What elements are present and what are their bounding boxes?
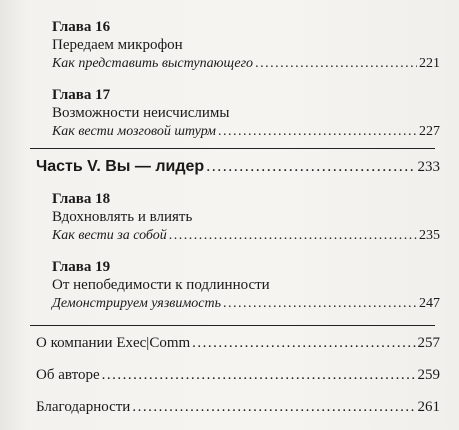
page-number: 233 xyxy=(417,159,440,175)
chapter-subtitle-line xyxy=(52,227,440,245)
entry-title: О компании Exec|Comm xyxy=(36,335,191,351)
dot-leader xyxy=(132,398,415,417)
dot-leader xyxy=(192,334,415,353)
page-number: 257 xyxy=(417,335,440,351)
page-number: 221 xyxy=(419,56,440,71)
toc-acknowledgements xyxy=(36,398,440,417)
dot-leader xyxy=(255,55,417,73)
toc-part-5 xyxy=(36,157,440,177)
toc-about-author xyxy=(36,366,440,385)
chapter-title: Возможности неисчислимы xyxy=(52,105,230,121)
chapter-title: Вдохновлять и влиять xyxy=(52,209,193,225)
dot-leader xyxy=(102,366,416,385)
divider-rule xyxy=(30,325,435,326)
chapter-number: Глава 17 xyxy=(52,87,111,103)
chapter-subtitle-line xyxy=(52,55,440,73)
page-number: 261 xyxy=(417,399,440,415)
dot-leader xyxy=(223,295,417,313)
dot-leader xyxy=(218,123,417,141)
toc-chapter-19 xyxy=(52,258,440,313)
chapter-subtitle-line xyxy=(52,123,440,141)
chapter-title: От непобедимости к подлинности xyxy=(52,277,270,293)
toc-chapter-17 xyxy=(52,86,440,141)
toc-chapter-18 xyxy=(52,190,440,245)
toc-about-company xyxy=(36,334,440,353)
divider-rule xyxy=(30,148,435,149)
toc-chapter-16 xyxy=(52,18,440,73)
page-number: 247 xyxy=(419,296,440,311)
chapter-number: Глава 16 xyxy=(52,19,111,35)
part-title: Часть V. Вы — лидер xyxy=(36,158,205,175)
entry-title: Об авторе xyxy=(36,367,100,383)
chapter-subtitle: Как представить выступающего xyxy=(52,56,254,71)
dot-leader xyxy=(206,157,415,177)
page-number: 235 xyxy=(419,228,440,243)
chapter-title: Передаем микрофон xyxy=(52,37,183,53)
chapter-subtitle: Как вести за собой xyxy=(52,228,167,243)
entry-title: Благодарности xyxy=(36,399,131,415)
chapter-subtitle: Как вести мозговой штурм xyxy=(52,124,216,139)
chapter-subtitle-line xyxy=(52,295,440,313)
page-number: 227 xyxy=(419,124,440,139)
chapter-number: Глава 18 xyxy=(52,191,111,207)
page-number: 259 xyxy=(417,367,440,383)
chapter-number: Глава 19 xyxy=(52,259,111,275)
dot-leader xyxy=(169,227,417,245)
chapter-subtitle: Демонстрируем уязвимость xyxy=(52,296,221,311)
